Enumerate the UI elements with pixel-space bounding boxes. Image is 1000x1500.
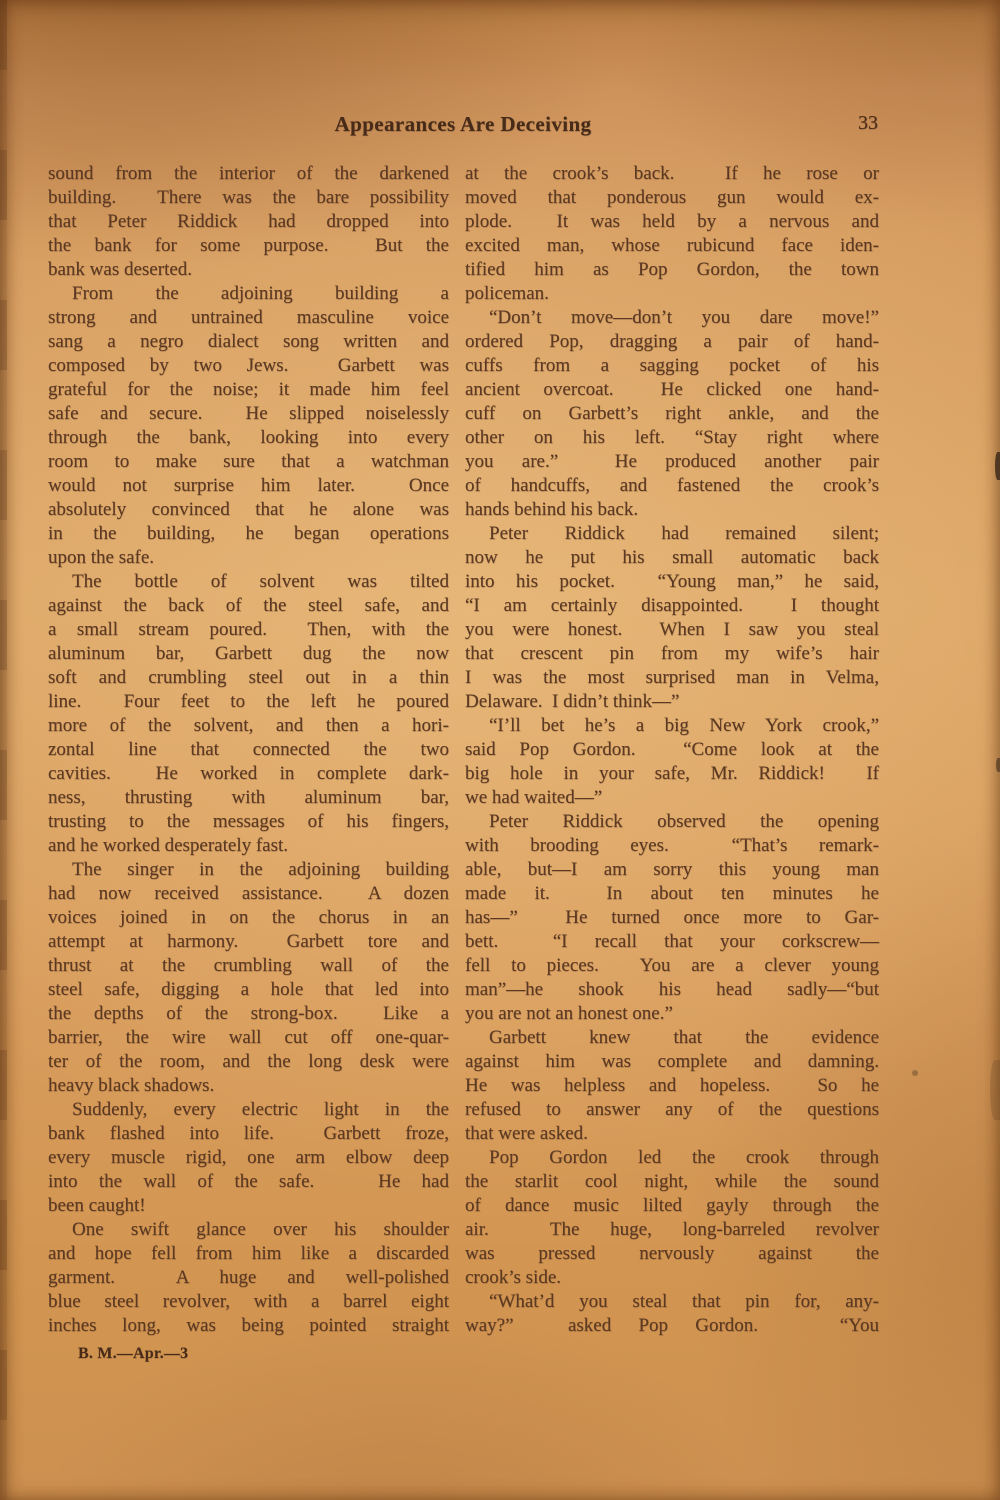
text-line: that crescent pin from my wife’s hair — [465, 643, 879, 664]
text-line: big hole in your safe, Mr. Riddick! If — [465, 763, 879, 784]
text-line: trusting to the messages of his fingers, — [48, 811, 449, 832]
text-line: you are not an honest one.” — [465, 1003, 673, 1024]
text-line: plode. It was held by a nervous and — [465, 211, 879, 232]
text-line: was pressed nervously against the — [465, 1243, 879, 1264]
text-line: would not surprise him later. Once — [48, 475, 449, 496]
text-line: cavities. He worked in complete dark- — [48, 763, 449, 784]
text-line: blue steel revolver, with a barrel eight — [48, 1291, 449, 1312]
text-line: ter of the room, and the long desk were — [48, 1051, 449, 1072]
text-line: safe and secure. He slipped noiselessly — [48, 403, 449, 424]
text-line: I was the most surprised man in Velma, — [465, 667, 879, 688]
page-binding-edge — [0, 0, 7, 1500]
text-line: crook’s side. — [465, 1267, 562, 1288]
text-line: He was helpless and hopeless. So he — [465, 1075, 879, 1096]
stain-mark — [912, 1070, 918, 1076]
text-line: that were asked. — [465, 1123, 588, 1144]
text-line: moved that ponderous gun would ex- — [465, 187, 879, 208]
text-line: From the adjoining building a — [72, 283, 449, 304]
text-line: had now received assistance. A dozen — [48, 883, 449, 904]
text-line: Pop Gordon led the crook through — [489, 1147, 879, 1168]
text-line: against him was complete and damning. — [465, 1051, 879, 1072]
text-line: into the wall of the safe. He had — [48, 1171, 449, 1192]
text-line: aluminum bar, Garbett dug the now — [48, 643, 449, 664]
text-line: against the back of the steel safe, and — [48, 595, 449, 616]
text-line: strong and untrained masculine voice — [48, 307, 449, 328]
text-line: has—” He turned once more to Gar- — [465, 907, 879, 928]
text-line: room to make sure that a watchman — [48, 451, 449, 472]
text-line: sound from the interior of the darkened — [48, 163, 449, 184]
text-line: “I’ll bet he’s a big New York crook,” — [489, 715, 879, 736]
text-line: through the bank, looking into every — [48, 427, 449, 448]
text-line: air. The huge, long-barreled revolver — [465, 1219, 879, 1240]
text-line: policeman. — [465, 283, 549, 304]
text-line: of handcuffs, and fastened the crook’s — [465, 475, 879, 496]
text-line: Delaware. I didn’t think—” — [465, 691, 680, 712]
text-line: more of the solvent, and then a hori- — [48, 715, 449, 736]
text-line: into his pocket. “Young man,” he said, — [465, 571, 879, 592]
column-left — [48, 162, 449, 1338]
page-title: Appearances Are Deceiving — [334, 112, 592, 136]
text-line: “Don’t move—don’t you dare move!” — [489, 307, 879, 328]
text-line: you were honest. When I saw you steal — [465, 619, 879, 640]
text-line: ness, thrusting with aluminum bar, — [48, 787, 449, 808]
page-number: 33 — [858, 112, 878, 134]
text-line: bank flashed into life. Garbett froze, — [48, 1123, 449, 1144]
text-line: thrust at the crumbling wall of the — [48, 955, 449, 976]
footer-signature: B. M.—Apr.—3 — [78, 1345, 189, 1362]
text-line: the bank for some purpose. But the — [48, 235, 449, 256]
text-line: upon the safe. — [48, 547, 155, 568]
text-line: at the crook’s back. If he rose or — [465, 163, 879, 184]
text-line: Garbett knew that the evidence — [489, 1027, 879, 1048]
text-line: you are.” He produced another pair — [465, 451, 879, 472]
stain-mark — [990, 1060, 1000, 1120]
text-line: in the building, he began operations — [48, 523, 449, 544]
text-line: man”—he shook his head sadly—“but — [465, 979, 879, 1000]
text-line: made it. In about ten minutes he — [465, 883, 879, 904]
text-line: with brooding eyes. “That’s remark- — [465, 835, 879, 856]
text-line: able, but—I am sorry this young man — [465, 859, 879, 880]
text-line: soft and crumbling steel out in a thin — [48, 667, 449, 688]
text-line: every muscle rigid, one arm elbow deep — [48, 1147, 449, 1168]
text-line: the depths of the strong-box. Like a — [48, 1003, 449, 1024]
text-line: cuff on Garbett’s right ankle, and the — [465, 403, 879, 424]
text-line: and hope fell from him like a discarded — [48, 1243, 449, 1264]
text-line: that Peter Riddick had dropped into — [48, 211, 449, 232]
text-line: bett. “I recall that your corkscrew— — [465, 931, 879, 952]
text-line: garment. A huge and well-polished — [48, 1267, 449, 1288]
column-right — [465, 162, 879, 1338]
text-line: ancient overcoat. He clicked one hand- — [465, 379, 879, 400]
text-line: bank was deserted. — [48, 259, 193, 280]
text-line: Peter Riddick observed the opening — [489, 811, 879, 832]
text-line: inches long, was being pointed straight — [48, 1315, 449, 1336]
text-line: voices joined in on the chorus in an — [48, 907, 449, 928]
text-line: Suddenly, every electric light in the — [72, 1099, 449, 1120]
text-line: Peter Riddick had remained silent; — [489, 523, 879, 544]
text-line: building. There was the bare possibility — [48, 187, 449, 208]
text-line: and he worked desperately fast. — [48, 835, 289, 856]
text-line: sang a negro dialect song written and — [48, 331, 449, 352]
text-line: now he put his small automatic back — [465, 547, 879, 568]
text-line: fell to pieces. You are a clever young — [465, 955, 879, 976]
text-line: The singer in the adjoining building — [72, 859, 449, 880]
text-line: a small stream poured. Then, with the — [48, 619, 449, 640]
text-line: said Pop Gordon. “Come look at the — [465, 739, 879, 760]
text-line: way?” asked Pop Gordon. “You — [465, 1315, 879, 1336]
text-line: line. Four feet to the left he poured — [48, 691, 449, 712]
text-line: refused to answer any of the questions — [465, 1099, 879, 1120]
text-line: cuffs from a sagging pocket of his — [465, 355, 879, 376]
text-line: barrier, the wire wall cut off one-quar- — [48, 1027, 449, 1048]
text-line: grateful for the noise; it made him feel — [48, 379, 449, 400]
stain-mark — [995, 452, 1000, 480]
text-line: heavy black shadows. — [48, 1075, 215, 1096]
text-line: other on his left. “Stay right where — [465, 427, 879, 448]
text-line: zontal line that connected the two — [48, 739, 449, 760]
text-line: One swift glance over his shoulder — [72, 1219, 449, 1240]
text-line: absolutely convinced that he alone was — [48, 499, 449, 520]
text-line: ordered Pop, dragging a pair of hand- — [465, 331, 879, 352]
text-line: “I am certainly disappointed. I thought — [465, 595, 879, 616]
text-line: the starlit cool night, while the sound — [465, 1171, 879, 1192]
text-line: tified him as Pop Gordon, the town — [465, 259, 879, 280]
text-line: been caught! — [48, 1195, 146, 1216]
text-line: steel safe, digging a hole that led into — [48, 979, 449, 1000]
text-line: “What’d you steal that pin for, any- — [489, 1291, 879, 1312]
text-line: excited man, whose rubicund face iden- — [465, 235, 879, 256]
text-line: composed by two Jews. Garbett was — [48, 355, 449, 376]
text-line: of dance music lilted gayly through the — [465, 1195, 879, 1216]
text-line: hands behind his back. — [465, 499, 639, 520]
text-line: we had waited—” — [465, 787, 603, 808]
text-line: attempt at harmony. Garbett tore and — [48, 931, 449, 952]
stain-mark — [996, 758, 1000, 772]
text-line: The bottle of solvent was tilted — [72, 571, 449, 592]
